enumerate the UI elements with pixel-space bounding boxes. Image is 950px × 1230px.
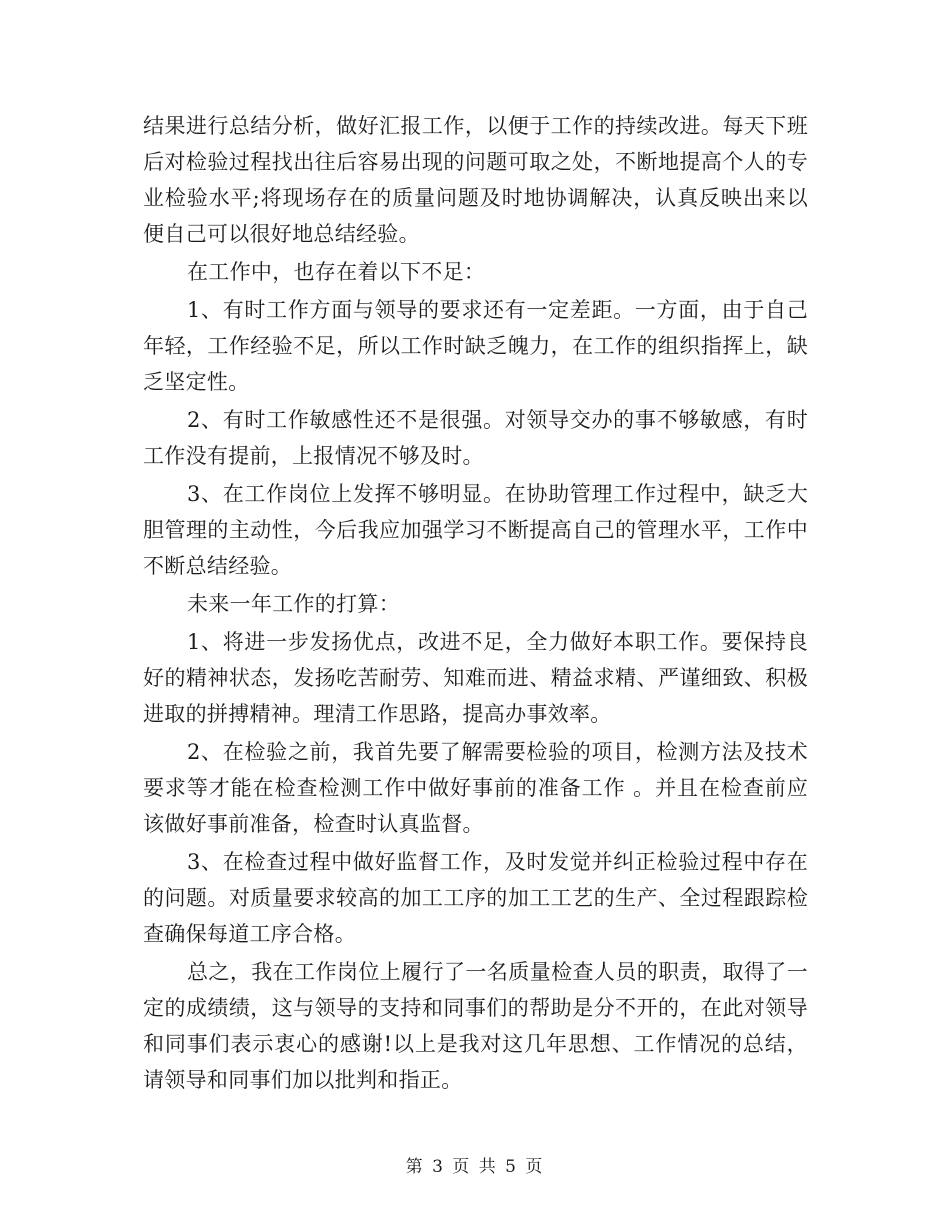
- paragraph-3: 1、有时工作方面与领导的要求还有一定差距。一方面，由于自己年轻，工作经验不足，所以工作时缺乏魄力，在工作的组织指挥上，缺乏坚定性。: [143, 298, 808, 394]
- paragraph-7: 1、将进一步发扬优点，改进不足，全力做好本职工作。要保持良好的精神状态，发扬吃苦耐劳、知难而进、精益求精、严谨细致、积极进取的拼搏精神。理清工作思路，提高办事效率。: [143, 630, 808, 726]
- paragraph-10: 总之，我在工作岗位上履行了一名质量检查人员的职责，取得了一定的成绩绩，这与领导的支持和同事们的帮助是分不开的，在此对领导和同事们表示衷心的感谢!以上是我对这几年思想、工作情况的总结，请领导和同事们加以批判和指正。: [143, 960, 808, 1092]
- document-body: [143, 108, 808, 1098]
- paragraph-8: 2、在检验之前，我首先要了解需要检验的项目，检测方法及技术要求等才能在检查检测工作中做好事前的准备工作 。并且在检查前应该做好事前准备，检查时认真监督。: [143, 740, 808, 836]
- paragraph-2: 在工作中，也存在着以下不足：: [187, 260, 486, 284]
- page-number-footer: 第 3 页 共 5 页: [405, 1157, 545, 1177]
- paragraph-4: 2、有时工作敏感性还不是很强。对领导交办的事不够敏感，有时工作没有提前，上报情况不够及时。: [143, 408, 808, 468]
- paragraph-6: 未来一年工作的打算：: [187, 592, 400, 616]
- paragraph-9: 3、在检查过程中做好监督工作，及时发觉并纠正检验过程中存在的问题。对质量要求较高的加工工序的加工工艺的生产、全过程跟踪检查确保每道工序合格。: [143, 850, 808, 946]
- paragraph-1: 结果进行总结分析，做好汇报工作，以便于工作的持续改进。每天下班后对检验过程找出往后容易出现的问题可取之处，不断地提高个人的专业检验水平;将现场存在的质量问题及时地协调解决，认真反映出来以便自己可以很好地总结经验。: [143, 114, 808, 246]
- paragraph-5: 3、在工作岗位上发挥不够明显。在协助管理工作过程中，缺乏大胆管理的主动性，今后我应加强学习不断提高自己的管理水平，工作中不断总结经验。: [143, 482, 808, 578]
